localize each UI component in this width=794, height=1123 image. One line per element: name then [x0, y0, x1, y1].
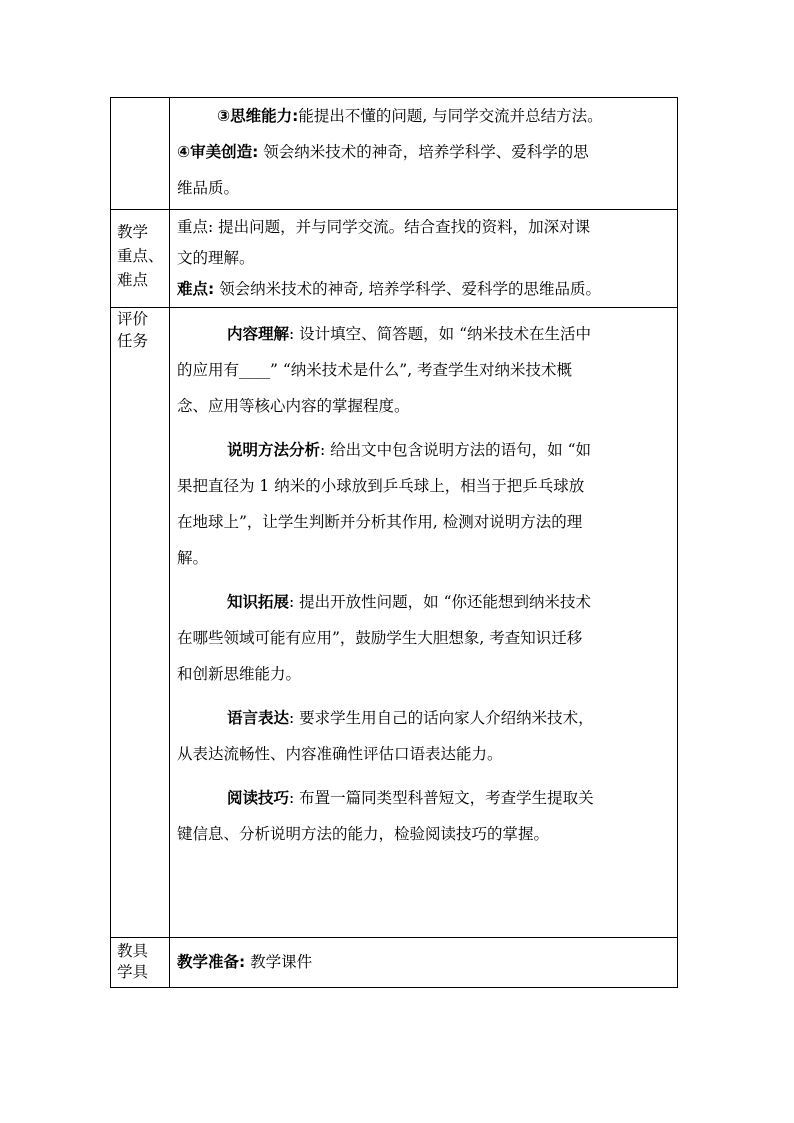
objective-thinking: ③思维能力:能提出不懂的问题, 与同学交流并总结方法。: [217, 107, 603, 125]
eval-knowledge-extension: 知识拓展: 提出开放性问题，如 “你还能想到纳米技术: [227, 593, 592, 611]
eval-explanation-methods: 说明方法分析: 给出文中包含说明方法的语句，如 “如: [227, 441, 592, 459]
teaching-aids-content-cell: [170, 938, 678, 988]
difficult-point-line: 难点: 领会纳米技术的神奇, 培养学科学、爱科学的思维品质。: [177, 280, 601, 298]
objectives-label-cell: [111, 98, 170, 210]
teaching-aids-label-1: 教具: [117, 942, 149, 960]
objectives-content-cell: [170, 98, 678, 210]
lesson-plan-table: [110, 97, 678, 988]
key-points-label-2: 重点、: [117, 247, 164, 265]
key-points-row: [111, 210, 678, 308]
eval-reading-skills: 阅读技巧: 布置一篇同类型科普短文，考查学生提取关: [227, 789, 594, 807]
key-points-label-3: 难点: [117, 271, 149, 289]
evaluation-row: [111, 308, 678, 938]
teaching-aids-label-cell: [111, 938, 170, 988]
teaching-aids-label-2: 学具: [117, 963, 149, 981]
objective-aesthetic: ④审美创造: 领会纳米技术的神奇，培养学科学、爱科学的思: [177, 143, 589, 161]
eval-content-understanding: 内容理解: 设计填空、简答题，如 “纳米技术在生活中: [227, 325, 592, 343]
evaluation-label-1: 评价: [117, 310, 149, 328]
teaching-aids-line: 教学准备: 教学课件: [177, 953, 313, 971]
teaching-aids-row: [111, 938, 678, 988]
key-points-content-cell: [170, 210, 678, 308]
evaluation-content-cell: 内容理解: 设计填空、简答题，如 “纳米技术在生活中 的应用有____” “纳米技术是什么”, 考查学生对纳米技术概 念、应用等核心内容的掌握程度。 说明方法分析: 给出文中包含说明方法的语句，如 “如 果把直径为 1 纳米的小球放到乒乓球上，相当于把乒乓球放 在地球上”，让学生判断并分析其作用, 检测对说明方法的理 解。 知识拓展: 提出开放性问题，如 “你还能想到纳米技术 在哪些领域可能有应用”，鼓励学生大胆想象, 考查知识迁移 和创新思维能力。 语言表达: 要求学生用自己的话向家人介绍纳米技术， 从表达流畅性、内容准确性评估口语表达能力。 阅读技巧: 布置一篇同类型科普短文，考查学生提取关 键信息、分析说明方法的能力，检验阅读技巧的掌握。: [170, 308, 678, 938]
key-point-line-cont: 文的理解。: [177, 249, 255, 267]
eval-language-expression: 语言表达: 要求学生用自己的话向家人介绍纳米技术，: [227, 709, 594, 727]
key-points-label-1: 教学: [117, 223, 149, 241]
objectives-row: [111, 98, 678, 210]
key-point-line: 重点: 提出问题，并与同学交流。结合查找的资料，加深对课: [177, 218, 591, 236]
evaluation-label-cell: [111, 308, 170, 938]
key-points-label-cell: [111, 210, 170, 308]
objective-aesthetic-cont: 维品质。: [177, 179, 240, 197]
evaluation-label-2: 任务: [117, 332, 149, 350]
